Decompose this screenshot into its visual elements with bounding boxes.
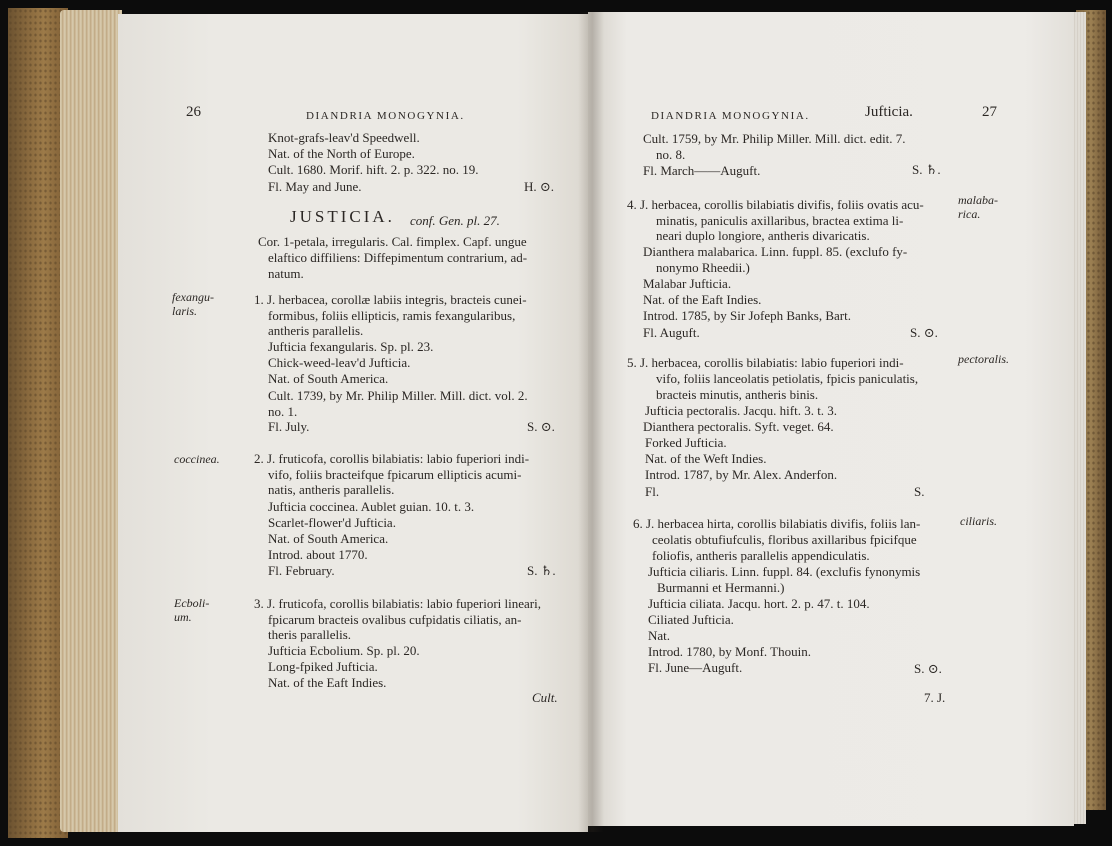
margin-note: Ecboli- (174, 596, 210, 610)
right-text-line: Fl. (645, 484, 660, 499)
left-text-line: Long-fpiked Jufticia. (268, 659, 378, 674)
right-text-line: Burmanni et Hermanni.) (657, 580, 785, 595)
left-text-line: 1. J. herbacea, corollæ labiis integris, bracteis cunei- (254, 292, 527, 307)
right-text-line: vifo, foliis lanceolatis petiolatis, fpicis paniculatis, (656, 371, 919, 386)
right-text-line: Nat. of the Eaft Indies. (643, 292, 762, 307)
right-text-line: Jufticia pectoralis. Jacqu. hift. 3. t. 3. (645, 403, 838, 418)
left-text-line: Chick-weed-leav'd Jufticia. (268, 355, 411, 370)
left-text-line: 3. J. fruticofa, corollis bilabiatis: labio fuperiori lineari, (254, 596, 542, 611)
left-text-line: Fl. July. (268, 419, 310, 434)
habit-symbol: H. ⊙. (524, 179, 555, 194)
habit-symbol: S. ⊙. (527, 419, 555, 434)
left-text-line: Cult. 1680. Morif. hift. 2. p. 322. no. 19. (268, 162, 479, 177)
left-text-line: Nat. of the North of Europe. (268, 146, 415, 161)
habit-symbol: S. ⊙. (910, 325, 938, 340)
right-running-header: DIANDRIA MONOGYNIA. (651, 110, 810, 122)
right-text-line: Fl. March——Auguft. (643, 163, 761, 178)
left-text-line: Introd. about 1770. (268, 547, 368, 562)
margin-note: fexangu- (172, 290, 214, 304)
habit-symbol: S. ⊙. (914, 661, 942, 676)
left-page-edges (60, 10, 122, 832)
right-text-line: ceolatis obtufiufculis, floribus axillaribus fpicifque (652, 532, 917, 547)
right-text-line: bracteis minutis, antheris binis. (656, 387, 819, 402)
left-text-line: Fl. February. (268, 563, 335, 578)
left-text-line: antheris parallelis. (268, 323, 364, 338)
left-text-line: Nat. of South America. (268, 531, 389, 546)
left-text-line: Nat. of South America. (268, 371, 389, 386)
right-text-line: 4. J. herbacea, corollis bilabiatis divifis, foliis ovatis acu- (627, 197, 924, 212)
right-text-line: Jufticia ciliata. Jacqu. hort. 2. p. 47. t. 104. (648, 596, 870, 611)
left-text-line: Nat. of the Eaft Indies. (268, 675, 387, 690)
left-text-line: Knot-grafs-leav'd Speedwell. (268, 130, 420, 145)
right-text-line: Introd. 1780, by Monf. Thouin. (648, 644, 811, 659)
right-text-line: Nat. (648, 628, 671, 643)
right-text-line: minatis, paniculis axillaribus, bractea extima li- (656, 213, 904, 228)
left-text-line: Fl. May and June. (268, 179, 362, 194)
left-running-header: DIANDRIA MONOGYNIA. (306, 110, 465, 122)
left-text-line: natum. (268, 266, 304, 281)
right-text-line: 6. J. herbacea hirta, corollis bilabiatis divifis, foliis lan- (633, 516, 921, 531)
right-text-line: Ciliated Jufticia. (648, 612, 734, 627)
right-text-line: Malabar Jufticia. (643, 276, 732, 291)
right-text-line: foliofis, antheris parallelis appendiculatis. (652, 548, 870, 563)
left-text-line: Jufticia fexangularis. Sp. pl. 23. (268, 339, 434, 354)
habit-symbol: S. ♄. (912, 162, 941, 177)
margin-note: malaba- (958, 193, 998, 207)
left-page-number: 26 (186, 104, 201, 120)
margin-note: pectoralis. (958, 352, 1009, 366)
left-text-line: elaftico diffiliens: Diffepimentum contrarium, ad- (268, 250, 528, 265)
left-text-line: Cor. 1-petala, irregularis. Cal. fimplex. Capf. ungue (258, 234, 527, 249)
right-catchword: 7. J. (924, 690, 946, 705)
right-text-line: Introd. 1787, by Mr. Alex. Anderfon. (645, 467, 838, 482)
left-text-line: Jufticia Ecbolium. Sp. pl. 20. (268, 643, 420, 658)
right-running-genus: Jufticia. (865, 104, 913, 120)
habit-symbol: S. (914, 484, 925, 499)
left-text-line: natis, antheris parallelis. (268, 482, 395, 497)
margin-note: rica. (958, 207, 981, 221)
margin-note: um. (174, 610, 192, 624)
left-text-line: Cult. 1739, by Mr. Philip Miller. Mill. dict. vol. 2. (268, 388, 528, 403)
left-text-line: vifo, foliis bracteifque fpicarum ellipticis acumi- (268, 467, 522, 482)
right-text-line: Forked Jufticia. (645, 435, 727, 450)
left-text-line: no. 1. (268, 404, 298, 419)
right-page-number: 27 (982, 104, 997, 120)
right-text-line: neari duplo longiore, antheris divaricatis. (656, 228, 870, 243)
left-text-line: Jufticia coccinea. Aublet guian. 10. t. 3. (268, 499, 475, 514)
left-text-line: 2. J. fruticofa, corollis bilabiatis: labio fuperiori indi- (254, 451, 530, 466)
left-cover-board (8, 8, 68, 838)
margin-note: ciliaris. (960, 514, 998, 528)
left-text-line: theris parallelis. (268, 627, 352, 642)
right-text-line: Nat. of the Weft Indies. (645, 451, 767, 466)
right-text-line: no. 8. (656, 147, 686, 162)
right-text-line: Cult. 1759, by Mr. Philip Miller. Mill. dict. edit. 7. (643, 131, 906, 146)
right-text-line: 5. J. herbacea, corollis bilabiatis: labio fuperiori indi- (627, 355, 904, 370)
right-text-line: nonymo Rheedii.) (656, 260, 750, 275)
left-text-line: Scarlet-flower'd Jufticia. (268, 515, 396, 530)
right-text-line: Jufticia ciliaris. Linn. fuppl. 84. (exclufis fynonymis (648, 564, 921, 579)
right-text-line: Introd. 1785, by Sir Jofeph Banks, Bart. (643, 308, 851, 323)
habit-symbol: S. ♄. (527, 563, 556, 578)
right-text-line: Dianthera malabarica. Linn. fuppl. 85. (exclufo fy- (643, 244, 908, 259)
margin-note: coccinea. (174, 452, 220, 466)
left-text-line: formibus, foliis ellipticis, ramis fexangularibus, (268, 308, 516, 323)
left-catchword: Cult. (532, 690, 558, 705)
right-text-line: Dianthera pectoralis. Syft. veget. 64. (643, 419, 834, 434)
left-text-line: fpicarum bracteis ovalibus cufpidatis ciliatis, an- (268, 612, 522, 627)
right-text-line: Fl. Auguft. (643, 325, 700, 340)
genus-reference: conf. Gen. pl. 27. (410, 213, 500, 228)
right-text-line: Fl. June—Auguft. (648, 660, 743, 675)
genus-title: JUSTICIA. (290, 207, 395, 226)
book-gutter (578, 12, 604, 832)
margin-note: laris. (172, 304, 198, 318)
